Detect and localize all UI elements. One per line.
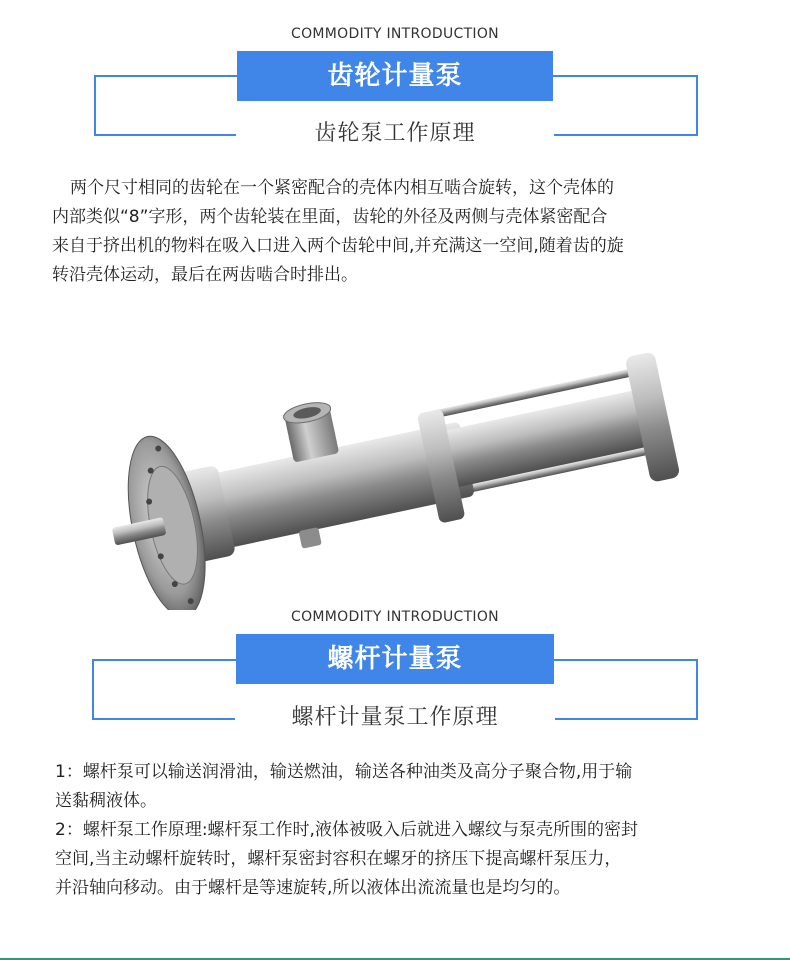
section-description: [55, 758, 765, 903]
description-line: 内部类似“8”字形，两个齿轮装在里面，齿轮的外径及两侧与壳体紧密配合: [52, 207, 608, 227]
description-line: 两个尺寸相同的齿轮在一个紧密配合的壳体内相互啮合旋转，这个壳体的: [70, 178, 614, 198]
commodity-subtitle: COMMODITY INTRODUCTION: [291, 26, 499, 42]
description-line: 空间,当主动螺杆旋转时，螺杆泵密封容积在螺牙的挤压下提高螺杆泵压力，: [55, 849, 622, 869]
section-description: [52, 174, 752, 290]
screw-pump-illustration: [100, 350, 690, 610]
description-line: 2：螺杆泵工作原理:螺杆泵工作时,液体被吸入后就进入螺纹与泵壳所围的密封: [55, 820, 638, 840]
commodity-subtitle: COMMODITY INTRODUCTION: [291, 609, 499, 625]
description-line: 来自于挤出机的物料在吸入口进入两个齿轮中间,并充满这一空间,随着齿的旋: [52, 236, 624, 256]
description-line: 送黏稠液体。: [55, 791, 157, 811]
section-heading: 齿轮泵工作原理: [236, 116, 554, 152]
section-title: 螺杆计量泵: [236, 634, 554, 684]
product-image: [100, 350, 690, 610]
section-title: 齿轮计量泵: [237, 51, 553, 101]
description-line: 转沿壳体运动，最后在两齿啮合时排出。: [52, 265, 358, 285]
description-line: 并沿轴向移动。由于螺杆是等速旋转,所以液体出流流量也是均匀的。: [55, 878, 571, 898]
section-heading: 螺杆计量泵工作原理: [235, 700, 555, 736]
description-line: 1：螺杆泵可以输送润滑油，输送燃油，输送各种油类及高分子聚合物,用于输: [55, 762, 633, 782]
